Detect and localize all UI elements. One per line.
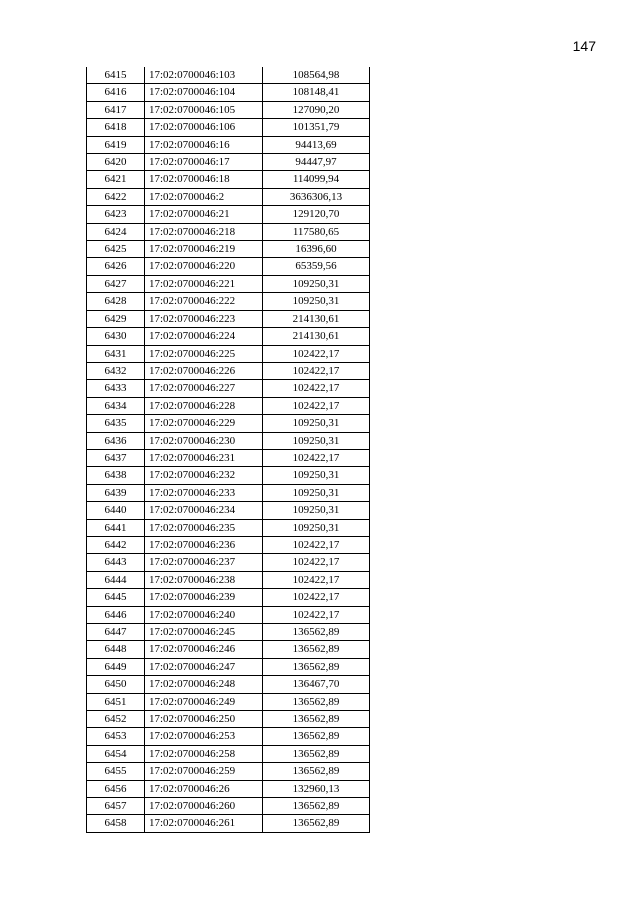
table-row [87,345,370,362]
table-row [87,188,370,205]
table-row [87,641,370,658]
row-number-cell: 6419 [87,136,145,153]
row-number-cell: 6442 [87,536,145,553]
cadastral-value-cell: 109250,31 [263,484,370,501]
cadastral-number-cell: 17:02:0700046:260 [145,798,263,815]
cadastral-value-cell: 102422,17 [263,536,370,553]
cadastral-number-cell: 17:02:0700046:259 [145,763,263,780]
cadastral-number-cell: 17:02:0700046:223 [145,310,263,327]
cadastral-value-cell: 136562,89 [263,641,370,658]
cadastral-value-cell: 109250,31 [263,519,370,536]
cadastral-number-cell: 17:02:0700046:104 [145,84,263,101]
cadastral-number-cell: 17:02:0700046:226 [145,362,263,379]
cadastral-value-cell: 136562,89 [263,624,370,641]
cadastral-value-cell: 214130,61 [263,310,370,327]
cadastral-value-cell: 102422,17 [263,397,370,414]
row-number-cell: 6448 [87,641,145,658]
row-number-cell: 6425 [87,241,145,258]
table-row [87,397,370,414]
cadastral-number-cell: 17:02:0700046:222 [145,293,263,310]
table-row [87,798,370,815]
cadastral-value-cell: 117580,65 [263,223,370,240]
cadastral-value-cell: 109250,31 [263,467,370,484]
cadastral-number-cell: 17:02:0700046:237 [145,554,263,571]
row-number-cell: 6440 [87,502,145,519]
cadastral-number-cell: 17:02:0700046:229 [145,415,263,432]
cadastral-value-cell: 132960,13 [263,780,370,797]
cadastral-value-cell: 102422,17 [263,449,370,466]
cadastral-value-cell: 94413,69 [263,136,370,153]
cadastral-value-cell: 109250,31 [263,432,370,449]
cadastral-number-cell: 17:02:0700046:232 [145,467,263,484]
cadastral-value-cell: 136467,70 [263,676,370,693]
row-number-cell: 6430 [87,328,145,345]
cadastral-value-cell: 102422,17 [263,606,370,623]
row-number-cell: 6432 [87,362,145,379]
table-row [87,676,370,693]
row-number-cell: 6426 [87,258,145,275]
cadastral-value-cell: 102422,17 [263,554,370,571]
table-row [87,711,370,728]
row-number-cell: 6441 [87,519,145,536]
cadastral-number-cell: 17:02:0700046:220 [145,258,263,275]
cadastral-number-cell: 17:02:0700046:218 [145,223,263,240]
row-number-cell: 6450 [87,676,145,693]
cadastral-value-cell: 3636306,13 [263,188,370,205]
cadastral-number-cell: 17:02:0700046:253 [145,728,263,745]
cadastral-value-cell: 16396,60 [263,241,370,258]
table-row [87,258,370,275]
table-row [87,136,370,153]
cadastral-value-cell: 136562,89 [263,728,370,745]
table-row [87,154,370,171]
table-row [87,763,370,780]
row-number-cell: 6439 [87,484,145,501]
cadastral-number-cell: 17:02:0700046:221 [145,275,263,292]
row-number-cell: 6428 [87,293,145,310]
table-row [87,467,370,484]
row-number-cell: 6445 [87,589,145,606]
cadastral-number-cell: 17:02:0700046:238 [145,571,263,588]
cadastral-number-cell: 17:02:0700046:17 [145,154,263,171]
cadastral-table-body [87,67,370,832]
cadastral-number-cell: 17:02:0700046:236 [145,536,263,553]
cadastral-number-cell: 17:02:0700046:230 [145,432,263,449]
row-number-cell: 6447 [87,624,145,641]
cadastral-table [86,67,370,833]
row-number-cell: 6420 [87,154,145,171]
table-row [87,310,370,327]
table-row [87,571,370,588]
cadastral-number-cell: 17:02:0700046:240 [145,606,263,623]
table-row [87,519,370,536]
cadastral-number-cell: 17:02:0700046:249 [145,693,263,710]
row-number-cell: 6438 [87,467,145,484]
row-number-cell: 6446 [87,606,145,623]
table-row [87,502,370,519]
cadastral-value-cell: 108148,41 [263,84,370,101]
cadastral-value-cell: 214130,61 [263,328,370,345]
cadastral-value-cell: 94447,97 [263,154,370,171]
row-number-cell: 6458 [87,815,145,832]
cadastral-value-cell: 102422,17 [263,571,370,588]
row-number-cell: 6431 [87,345,145,362]
table-row [87,415,370,432]
row-number-cell: 6449 [87,658,145,675]
table-row [87,241,370,258]
row-number-cell: 6444 [87,571,145,588]
cadastral-number-cell: 17:02:0700046:228 [145,397,263,414]
table-row [87,449,370,466]
cadastral-value-cell: 102422,17 [263,589,370,606]
row-number-cell: 6427 [87,275,145,292]
cadastral-number-cell: 17:02:0700046:106 [145,119,263,136]
cadastral-number-cell: 17:02:0700046:246 [145,641,263,658]
cadastral-number-cell: 17:02:0700046:2 [145,188,263,205]
row-number-cell: 6424 [87,223,145,240]
table-row [87,84,370,101]
row-number-cell: 6421 [87,171,145,188]
table-row [87,67,370,84]
cadastral-value-cell: 109250,31 [263,275,370,292]
row-number-cell: 6423 [87,206,145,223]
cadastral-number-cell: 17:02:0700046:26 [145,780,263,797]
table-row [87,119,370,136]
table-row [87,432,370,449]
cadastral-value-cell: 136562,89 [263,693,370,710]
cadastral-number-cell: 17:02:0700046:16 [145,136,263,153]
page-number: 147 [572,38,596,54]
cadastral-number-cell: 17:02:0700046:18 [145,171,263,188]
table-row [87,484,370,501]
cadastral-value-cell: 108564,98 [263,67,370,84]
cadastral-number-cell: 17:02:0700046:224 [145,328,263,345]
table-row [87,606,370,623]
cadastral-value-cell: 136562,89 [263,798,370,815]
cadastral-value-cell: 65359,56 [263,258,370,275]
row-number-cell: 6422 [87,188,145,205]
cadastral-value-cell: 129120,70 [263,206,370,223]
cadastral-value-cell: 102422,17 [263,362,370,379]
cadastral-value-cell: 109250,31 [263,502,370,519]
table-row [87,693,370,710]
cadastral-value-cell: 136562,89 [263,711,370,728]
table-row [87,293,370,310]
table-row [87,780,370,797]
table-row [87,380,370,397]
cadastral-number-cell: 17:02:0700046:235 [145,519,263,536]
row-number-cell: 6434 [87,397,145,414]
cadastral-value-cell: 101351,79 [263,119,370,136]
row-number-cell: 6435 [87,415,145,432]
row-number-cell: 6437 [87,449,145,466]
cadastral-value-cell: 136562,89 [263,745,370,762]
row-number-cell: 6436 [87,432,145,449]
cadastral-value-cell: 109250,31 [263,415,370,432]
cadastral-number-cell: 17:02:0700046:258 [145,745,263,762]
cadastral-number-cell: 17:02:0700046:234 [145,502,263,519]
cadastral-number-cell: 17:02:0700046:233 [145,484,263,501]
cadastral-number-cell: 17:02:0700046:227 [145,380,263,397]
table-row [87,362,370,379]
row-number-cell: 6453 [87,728,145,745]
cadastral-value-cell: 127090,20 [263,101,370,118]
cadastral-number-cell: 17:02:0700046:250 [145,711,263,728]
row-number-cell: 6454 [87,745,145,762]
cadastral-number-cell: 17:02:0700046:245 [145,624,263,641]
cadastral-value-cell: 109250,31 [263,293,370,310]
row-number-cell: 6415 [87,67,145,84]
table-row [87,223,370,240]
row-number-cell: 6416 [87,84,145,101]
cadastral-number-cell: 17:02:0700046:21 [145,206,263,223]
cadastral-number-cell: 17:02:0700046:248 [145,676,263,693]
cadastral-number-cell: 17:02:0700046:247 [145,658,263,675]
cadastral-value-cell: 102422,17 [263,345,370,362]
table-row [87,658,370,675]
cadastral-number-cell: 17:02:0700046:261 [145,815,263,832]
table-row [87,728,370,745]
row-number-cell: 6418 [87,119,145,136]
table-row [87,171,370,188]
cadastral-value-cell: 136562,89 [263,763,370,780]
table-row [87,206,370,223]
row-number-cell: 6455 [87,763,145,780]
table-row [87,554,370,571]
cadastral-number-cell: 17:02:0700046:105 [145,101,263,118]
row-number-cell: 6443 [87,554,145,571]
cadastral-value-cell: 136562,89 [263,815,370,832]
table-row [87,589,370,606]
table-row [87,815,370,832]
table-row [87,275,370,292]
table-row [87,101,370,118]
table-row [87,328,370,345]
cadastral-number-cell: 17:02:0700046:239 [145,589,263,606]
cadastral-number-cell: 17:02:0700046:103 [145,67,263,84]
cadastral-number-cell: 17:02:0700046:225 [145,345,263,362]
row-number-cell: 6452 [87,711,145,728]
row-number-cell: 6433 [87,380,145,397]
row-number-cell: 6429 [87,310,145,327]
table-row [87,745,370,762]
cadastral-number-cell: 17:02:0700046:219 [145,241,263,258]
cadastral-value-cell: 136562,89 [263,658,370,675]
table-row [87,624,370,641]
row-number-cell: 6451 [87,693,145,710]
table-row [87,536,370,553]
row-number-cell: 6457 [87,798,145,815]
cadastral-value-cell: 102422,17 [263,380,370,397]
row-number-cell: 6417 [87,101,145,118]
cadastral-value-cell: 114099,94 [263,171,370,188]
row-number-cell: 6456 [87,780,145,797]
cadastral-number-cell: 17:02:0700046:231 [145,449,263,466]
